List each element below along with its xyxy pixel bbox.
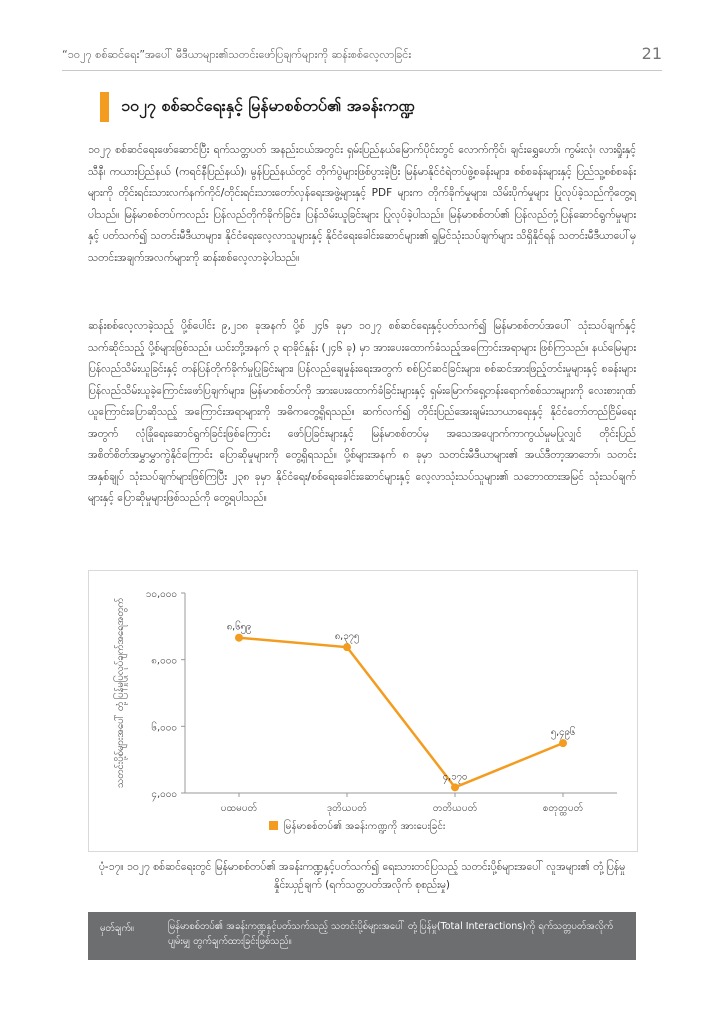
data-label: ၈,၃၇၅ — [334, 631, 360, 643]
series-line — [239, 638, 563, 788]
line-chart — [88, 570, 638, 852]
y-tick-label: ၆,၀၀၀ — [151, 722, 177, 734]
x-tick-label: စတုတ္ထပတ် — [542, 803, 584, 814]
note-text: မြန်မာစစ်တပ်၏ အခန်းကဏ္ဍနှင့်ပတ်သက်သည့် သတင်းပို့စ်များအပေါ် တုံ့ပြန်မှု(Total Interactions)ကို ရက်သတ္တပတ်အလိုက် ပျမ်းမျှ တွက်ချက်ထားခြင်းဖြစ်သည်။ — [168, 921, 614, 947]
page-header — [62, 44, 662, 71]
note-box — [88, 912, 636, 960]
running-title: “၁၀၂၇ စစ်ဆင်ရေး”အပေါ် မီဒီယာများ၏သတင်းဖော်ပြချက်များကို ဆန်းစစ်လေ့လာခြင်း — [62, 48, 412, 61]
y-axis-title: သတင်းပို့စ်များအပေါ် တုံ့ပြန်မှုပြုလုပ်ချက်အရေအတွက် — [115, 598, 126, 788]
note-label: မှတ်ချက်။ — [100, 923, 134, 934]
data-point — [451, 783, 459, 791]
y-tick-label: ၈,၀၀၀ — [151, 655, 177, 667]
section-title: ၁၀၂၇ စစ်ဆင်ရေးနှင့် မြန်မာစစ်တပ်၏ အခန်းကဏ္ဍ — [121, 96, 415, 115]
paragraph-2: ဆန်းစစ်လေ့လာခဲ့သည့် ပို့စ်ပေါင်း ၉,၂၁၈ ခုအနက် ပို့စ် ၂၄၆ ခုမှာ ၁၀၂၇ စစ်ဆင်ရေးနှင့်ပတ်သက်၍ မြန်မာစစ်တပ်အပေါ် သုံးသပ်ချက်နှင့်သက်ဆိုင်သည့် ပို့စ်များဖြစ်သည်။ ယင်းတို့အနက် ၃ ရာခိုင်နှုန်း (၂၄၆ ခု) မှာ အားပေးထောက်ခံသည့်အကြောင်းအရာများ ဖြစ်ကြသည်။ နယ်မြေများ ပြန်လည်သိမ်းယူခြင်းနှင့် တန်ပြန်တိုက်ခိုက်မှုပြုခြင်းများ၊ ပြန်လည်ချေမှုန်းရေးအတွက် စစ်ပြင်ဆင်ခြင်းများ၊ စစ်ဆင်အားဖြည့်တင်းမှုများနှင့် စခန်းများပြန်လည်သိမ်းယူခဲ့ကြောင်းဖော်ပြချက်များ၊ မြန်မာစစ်တပ်ကို အားပေးထောက်ခံခြင်းများနှင့် ရှမ်းမြောက်ရှေ့တန်းရောက်စစ်သားများကို လေးစားဂုဏ်ယူကြောင်းပြောဆိုသည့် အကြောင်းအရာများကို အဓိကတွေ့ရှိရသည်။ ဆက်လက်၍ တိုင်းပြည်အေးချမ်းသာယာရေးနှင့် နိုင်ငံတော်တည်ငြိမ်ရေးအတွက် လုံခြုံရေးဆောင်ရွက်ခြင်းဖြစ်ကြောင်း ဖော်ပြခြင်းများနှင့် မြန်မာစစ်တပ်မှ အသေအပျောက်ကာကွယ်မှုမပြုလျှင် တိုင်းပြည်အစိတ်စိတ်အမွှာမွှာကွဲနိုင်ကြောင်း ပြောဆိုမှုများကို တွေ့ရှိရသည်။ ပို့စ်များအနက် ၈ ခုမှာ သတင်းမီဒီယာများ၏ အယ်ဒီတာ့အာဘော်၊ သတင်းအနှစ်ချုပ် သုံးသပ်ချက်များဖြစ်ကြပြီး ၂၃၈ ခုမှာ နိုင်ငံရေး/စစ်ရေးခေါင်းဆောင်များနှင့် လေ့လာသုံးသပ်သူများ၏ သဘောထားအမြင် သုံးသပ်ချက်များနှင့် ပြောဆိုမှုများဖြစ်သည်ကို တွေ့ရပါသည်။ — [88, 320, 636, 504]
data-point — [235, 634, 243, 642]
data-label: ၅,၄၉၆ — [550, 727, 576, 739]
x-tick-label: ဒုတိယပတ် — [326, 803, 368, 814]
legend-swatch — [269, 821, 278, 830]
data-label: ၈,၆၅၉ — [226, 621, 252, 633]
page-number: 21 — [641, 44, 662, 63]
x-tick-label: တတိယပတ် — [432, 803, 478, 814]
paragraph-1: ၁၀၂၇ စစ်ဆင်ရေးဖော်ဆောင်ပြီး ရက်သတ္တပတ် အနည်းငယ်အတွင်း ရှမ်းပြည်နယ်မြောက်ပိုင်းတွင် လောက်ကိုင်၊ ချင်းရွှေဟော်၊ ကွမ်းလုံ၊ လားရှိုးနှင့်သီနီ၊ ကယားပြည်နယ် (ကရင်နီပြည်နယ်)၊ မွန်ပြည်နယ်တွင် တိုက်ပွဲများဖြစ်ပွားခဲ့ပြီး မြန်မာနိုင်ငံရဲတပ်ဖွဲ့စခန်းများ၊ စစ်စခန်းများနှင့် ပြည်သူ့စစ်စခန်းများကို တိုင်းရင်းသားလက်နက်ကိုင်/တိုင်းရင်းသားတော်လှန်ရေးအဖွဲ့များနှင့် PDF များက တိုက်ခိုက်မှုများ၊ သိမ်းပိုက်မှုများ ပြုလုပ်ခဲ့သည်ကိုတွေ့ရပါသည်။ မြန်မာစစ်တပ်ကလည်း ပြန်လည်တိုက်ခိုက်ခြင်း၊ ပြန်သိမ်းယူခြင်းများ ပြုလုပ်ခဲ့ပါသည်။ မြန်မာစစ်တပ်၏ ပြန်လည်တုံ့ပြန်ဆောင်ရွက်မှုများနှင့် ပတ်သက်၍ သတင်းမီဒီယာများ၊ နိုင်ငံရေးလေ့လာသူများနှင့် နိုင်ငံရေးခေါင်းဆောင်များ၏ ရှုမြင်သုံးသပ်ချက်များ သိရှိနိုင်ရန် သတင်းမီဒီယာပေါ်မှ သတင်းအချက်အလက်များကို ဆန်းစစ်လေ့လာခဲ့ပါသည်။ — [88, 144, 636, 264]
data-point — [559, 739, 567, 747]
y-tick-label: ၁၀,၀၀၀ — [145, 589, 177, 600]
y-tick-label: ၄,၀၀၀ — [151, 789, 177, 800]
chart-svg — [89, 571, 637, 851]
x-tick-label: ပထမပတ် — [220, 803, 258, 814]
data-label: ၄,၁၇၀ — [442, 771, 468, 783]
figure-caption: ပုံ-၁၇။ ၁၀၂၇ စစ်ဆင်ရေးတွင် မြန်မာစစ်တပ်၏ အခန်းကဏ္ဍနှင့်ပတ်သက်၍ ရေးသားတင်ပြသည့် သတင်းပို့စ်များအပေါ် လူအများ၏ တုံ့ပြန်မှု နှိုင်းယှဉ်ချက် (ရက်သတ္တပတ်အလိုက် စုစည်းမှု) — [98, 861, 626, 891]
data-point — [343, 643, 351, 651]
legend-label: မြန်မာစစ်တပ်၏ အခန်းကဏ္ဍကို အားပေးခြင်း — [284, 821, 446, 832]
heading-accent-bar — [100, 92, 109, 122]
section-heading — [100, 92, 415, 122]
